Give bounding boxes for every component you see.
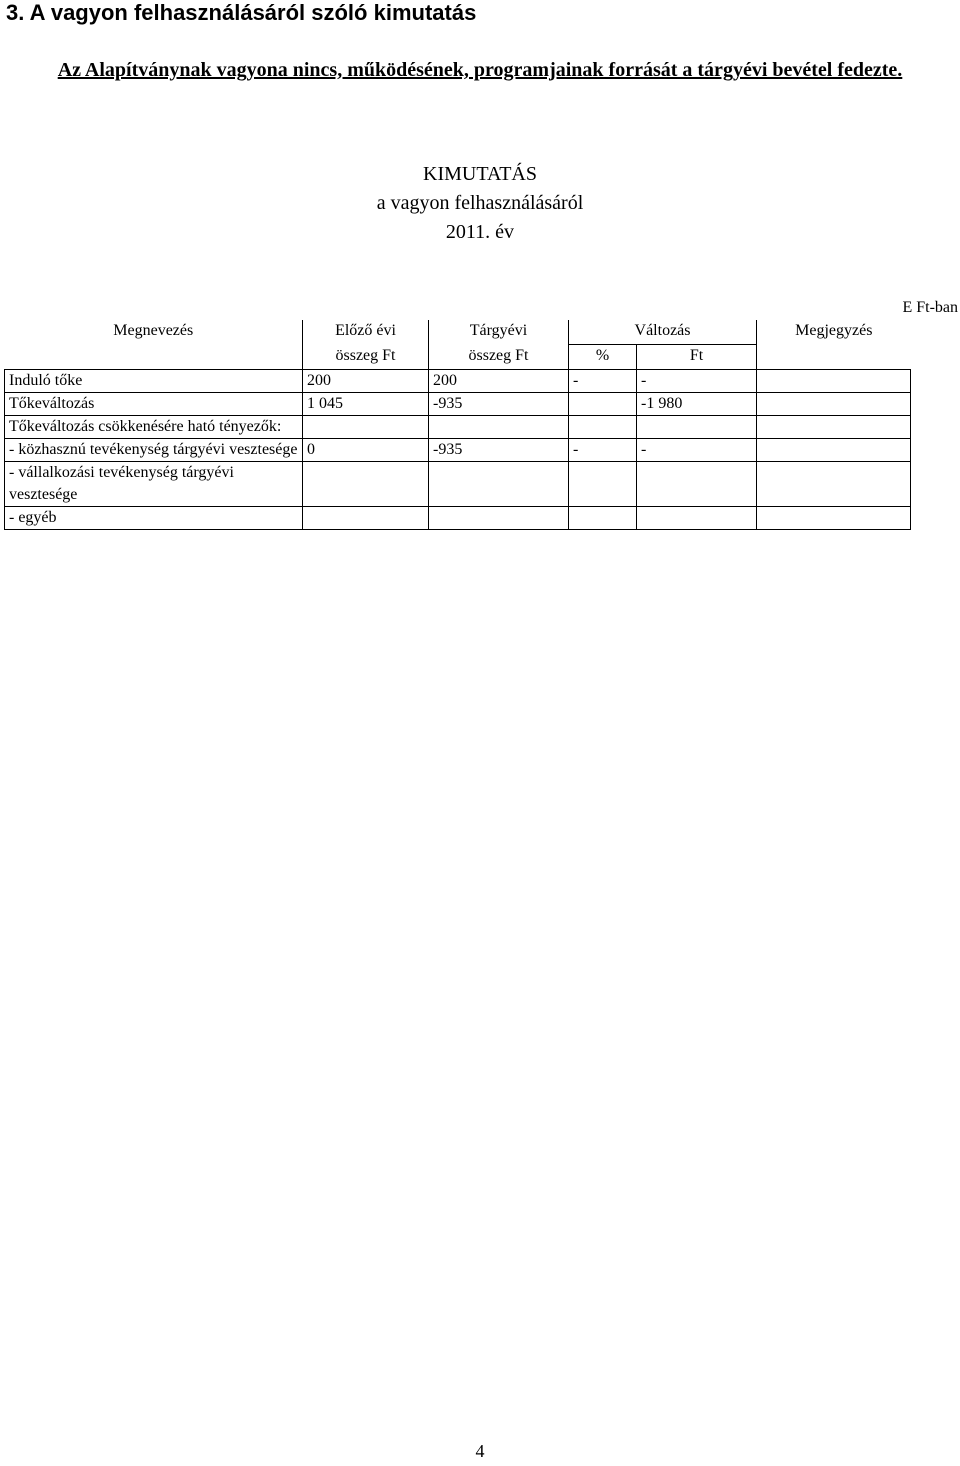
report-title-line3: 2011. év [445, 221, 515, 243]
row-pct [569, 462, 637, 507]
row-name: - egyéb [5, 507, 303, 530]
header-prev-line1: Előző évi [303, 320, 429, 345]
row-curr [429, 507, 569, 530]
row-curr [429, 416, 569, 439]
table-header-row-1 [5, 320, 911, 345]
report-title-line2: a vagyon felhasználásáról [376, 192, 584, 214]
row-ft: - [637, 439, 757, 462]
row-prev [303, 507, 429, 530]
row-pct: - [569, 370, 637, 393]
table-row [5, 439, 911, 462]
row-ft [637, 507, 757, 530]
row-name: - közhasznú tevékenység tárgyévi vesztesége [5, 439, 303, 462]
table-row [5, 507, 911, 530]
page-number: 4 [475, 1441, 485, 1461]
row-name: Tőkeváltozás csökkenésére ható tényezők: [5, 416, 303, 439]
header-name: Megnevezés [113, 322, 194, 339]
row-note [757, 439, 911, 462]
header-change: Változás [569, 320, 757, 345]
row-prev [303, 462, 429, 507]
row-curr: -935 [429, 393, 569, 416]
row-note [757, 507, 911, 530]
row-curr: -935 [429, 439, 569, 462]
row-note [757, 416, 911, 439]
asset-usage-table [4, 320, 911, 530]
row-curr [429, 462, 569, 507]
row-name: Tőkeváltozás [5, 393, 303, 416]
table-row [5, 462, 911, 507]
row-pct [569, 416, 637, 439]
row-note [757, 462, 911, 507]
table-row [5, 393, 911, 416]
row-prev: 1 045 [303, 393, 429, 416]
header-prev-line2: összeg Ft [303, 345, 429, 370]
header-note: Megjegyzés [757, 320, 911, 345]
table-row [5, 370, 911, 393]
intro-paragraph: Az Alapítványnak vagyona nincs, működésének, programjainak forrását a tárgyévi bevétel fedezte. [57, 59, 903, 81]
table-header-row-2 [5, 345, 911, 370]
header-change-pct: % [569, 345, 637, 370]
row-note [757, 393, 911, 416]
row-pct [569, 507, 637, 530]
report-title-line1: KIMUTATÁS [423, 163, 537, 185]
row-prev: 200 [303, 370, 429, 393]
row-name: - vállalkozási tevékenység tárgyévi vesztesége [5, 462, 303, 507]
row-note [757, 370, 911, 393]
unit-label: E Ft-ban [902, 299, 958, 316]
row-pct: - [569, 439, 637, 462]
header-note-empty [757, 345, 911, 370]
row-pct [569, 393, 637, 416]
table-row [5, 416, 911, 439]
header-curr-line2: összeg Ft [429, 345, 569, 370]
row-prev: 0 [303, 439, 429, 462]
section-heading: 3. A vagyon felhasználásáról szóló kimutatás [6, 0, 477, 25]
row-ft: -1 980 [637, 393, 757, 416]
row-ft: - [637, 370, 757, 393]
header-curr-line1: Tárgyévi [429, 320, 569, 345]
row-prev [303, 416, 429, 439]
header-change-ft: Ft [637, 345, 757, 370]
row-name: Induló tőke [5, 370, 303, 393]
report-title [0, 160, 960, 247]
row-curr: 200 [429, 370, 569, 393]
header-name-empty [5, 345, 303, 370]
row-ft [637, 462, 757, 507]
row-ft [637, 416, 757, 439]
